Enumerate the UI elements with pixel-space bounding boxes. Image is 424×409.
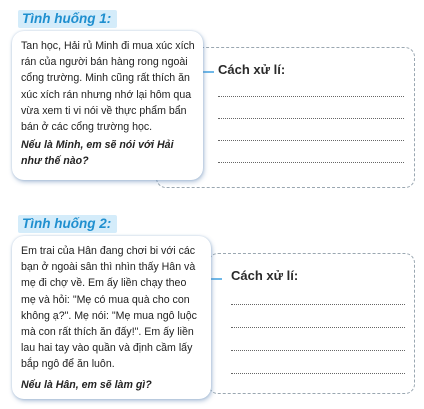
situation-1-title: Tình huống 1: — [18, 10, 117, 28]
situation-2-question: Nếu là Hân, em sẽ làm gì? — [21, 378, 152, 391]
situation-1-story-text: Tan học, Hải rủ Minh đi mua xúc xích rán của người bán hàng rong ngoài cổng trường. Minh cũng rất thích ăn xúc xích rán nhưng nhớ lại hôm qua vừa xem ti vi nói về thực phẩm bẩn bán ở các cổng trường học. — [21, 40, 195, 134]
situation-1-answer-label: Cách xử lí: — [218, 62, 286, 77]
situation-2-answer-line-3[interactable] — [231, 350, 405, 351]
situation-2-answer-label: Cách xử lí: — [231, 268, 299, 283]
situation-1-question: Nếu là Minh, em sẽ nói với Hải như thế nào? — [21, 139, 174, 168]
situation-2-answer-line-2[interactable] — [231, 327, 405, 328]
situation-1-answer-line-4[interactable] — [218, 162, 404, 163]
situation-1-story-card — [12, 31, 203, 180]
situation-2-story-card — [12, 236, 211, 399]
situation-1-answer-line-3[interactable] — [218, 140, 404, 141]
situation-2-answer-line-4[interactable] — [231, 373, 405, 374]
situation-2-story-text: Em trai của Hân đang chơi bi với các bạn ở ngoài sân thì nhìn thấy Hân và mẹ đi chợ về. Em ấy liền chạy theo mẹ và hỏi: "Mẹ có mua quà cho con không ạ?". Mẹ nói: "Mẹ mua ngô luộc mà con rất thích ăn đấy!". Em ấy liền lau hai tay vào quần và định cầm lấy bắp ngô để ăn luôn. — [21, 245, 197, 371]
situation-2-answer-line-1[interactable] — [231, 304, 405, 305]
situation-1-answer-line-2[interactable] — [218, 118, 404, 119]
situation-2-title: Tình huống 2: — [18, 215, 117, 233]
situation-1-answer-line-1[interactable] — [218, 96, 404, 97]
